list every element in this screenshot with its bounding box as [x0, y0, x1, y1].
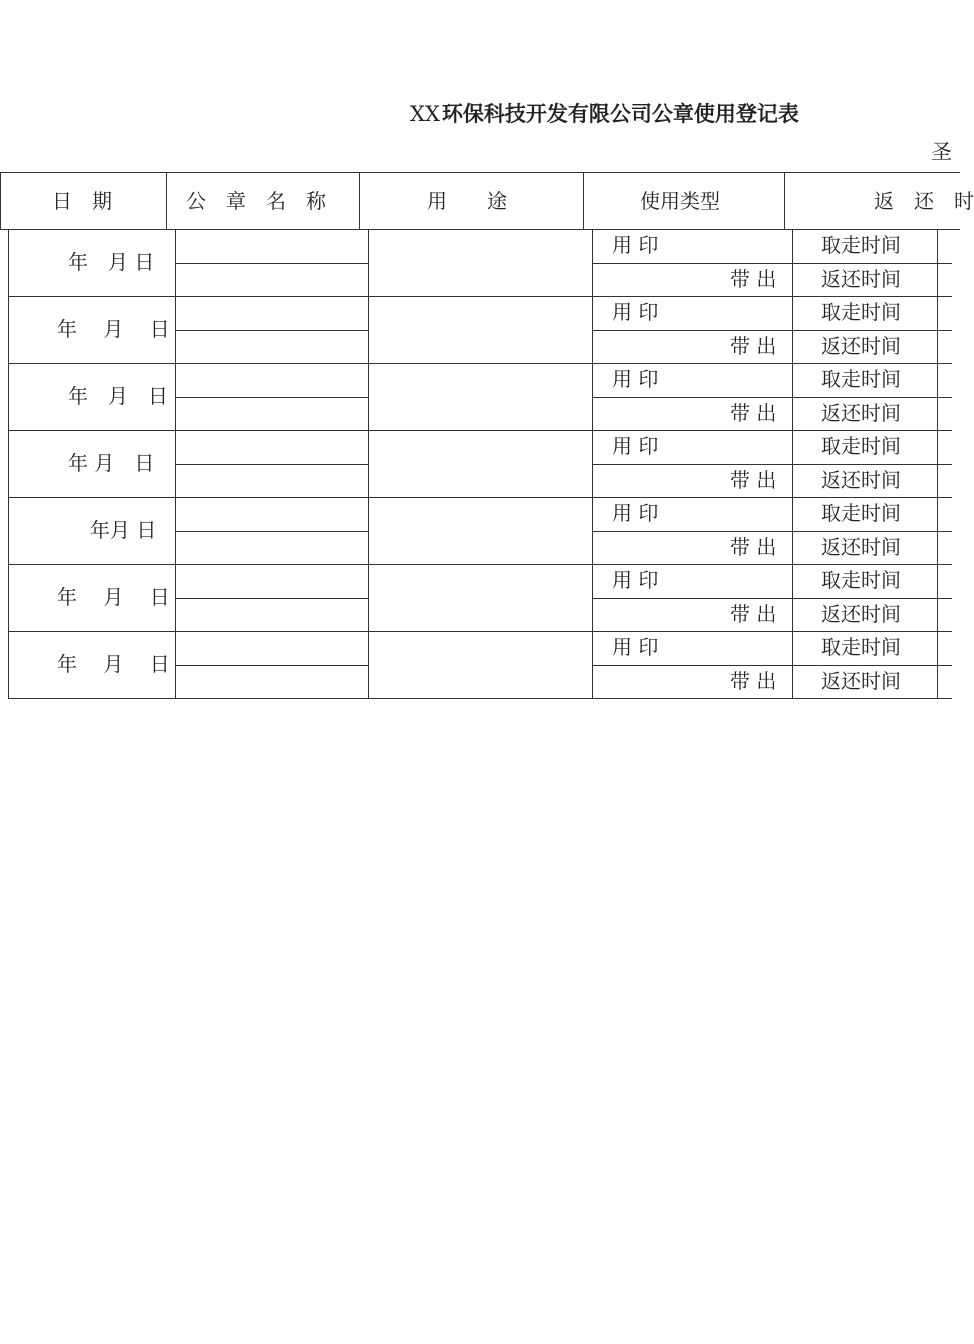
use-stamp-label: 用 印 [612, 233, 659, 257]
return-time-label: 返还时间 [821, 467, 901, 492]
seal-name-split [175, 464, 368, 465]
header-divider [784, 172, 785, 229]
seal-name-split [175, 665, 368, 666]
corner-text: 圣 [931, 140, 952, 164]
header-divider [166, 172, 167, 229]
table-header [0, 172, 974, 230]
row-border [368, 698, 592, 699]
use-stamp-label: 用 印 [612, 501, 659, 525]
row-border [8, 497, 368, 498]
row-border [8, 363, 368, 364]
return-time-label: 返还时间 [821, 400, 901, 425]
title-prefix: XX [410, 102, 440, 126]
row-border [8, 698, 368, 699]
row-border [8, 430, 368, 431]
header-border-left [0, 172, 1, 229]
row-border [368, 229, 592, 230]
row-border [368, 296, 592, 297]
take-out-label: 带 出 [730, 400, 777, 425]
take-time-label: 取走时间 [821, 434, 901, 458]
row-border [8, 296, 368, 297]
row-border [8, 564, 368, 565]
header-divider [583, 172, 584, 229]
row-border [368, 363, 592, 364]
title-main: 环保科技开发有限公司公章使用登记表 [441, 101, 799, 126]
column-line [792, 229, 793, 699]
column-line [8, 229, 9, 699]
seal-name-split [175, 598, 368, 599]
date-cell: 年 月 日 [57, 585, 170, 609]
header-return: 返 还 时 [874, 189, 974, 213]
return-time-label: 返还时间 [821, 668, 901, 693]
seal-name-split [175, 263, 368, 264]
seal-name-split [175, 531, 368, 532]
row-border [8, 631, 368, 632]
return-time-label: 返还时间 [821, 601, 901, 626]
row-border [592, 698, 952, 699]
use-stamp-label: 用 印 [612, 434, 659, 458]
date-cell: 年 月 日 [68, 384, 168, 408]
use-stamp-label: 用 印 [612, 367, 659, 391]
seal-name-split [175, 397, 368, 398]
return-time-label: 返还时间 [821, 534, 901, 559]
header-date: 日 期 [52, 189, 112, 213]
document-title [410, 98, 799, 128]
date-cell: 年 月 日 [57, 652, 170, 676]
take-time-label: 取走时间 [821, 233, 901, 257]
use-stamp-label: 用 印 [612, 300, 659, 324]
take-out-label: 带 出 [730, 467, 777, 492]
take-time-label: 取走时间 [821, 635, 901, 659]
take-out-label: 带 出 [730, 266, 777, 291]
seal-name-split [175, 330, 368, 331]
take-time-label: 取走时间 [821, 367, 901, 391]
header-seal-name: 公 章 名 称 [186, 189, 326, 213]
row-border [368, 564, 592, 565]
date-cell: 年 月 日 [68, 250, 155, 274]
date-cell: 年 月 日 [57, 317, 170, 341]
date-cell: 年 月 日 [68, 451, 155, 475]
column-line [592, 229, 593, 699]
return-time-label: 返还时间 [821, 333, 901, 358]
column-line [368, 229, 369, 699]
return-time-label: 返还时间 [821, 266, 901, 291]
use-stamp-label: 用 印 [612, 635, 659, 659]
date-cell: 年月 日 [90, 518, 157, 542]
row-border [368, 631, 592, 632]
take-out-label: 带 出 [730, 668, 777, 693]
use-stamp-label: 用 印 [612, 568, 659, 592]
take-out-label: 带 出 [730, 601, 777, 626]
header-purpose: 用 途 [427, 189, 507, 213]
column-line [175, 229, 176, 699]
take-time-label: 取走时间 [821, 300, 901, 324]
take-time-label: 取走时间 [821, 501, 901, 525]
header-use-type: 使用类型 [640, 189, 720, 213]
column-line [937, 229, 938, 699]
take-out-label: 带 出 [730, 333, 777, 358]
take-time-label: 取走时间 [821, 568, 901, 592]
row-border [368, 430, 592, 431]
row-border [368, 497, 592, 498]
take-out-label: 带 出 [730, 534, 777, 559]
header-divider [359, 172, 360, 229]
